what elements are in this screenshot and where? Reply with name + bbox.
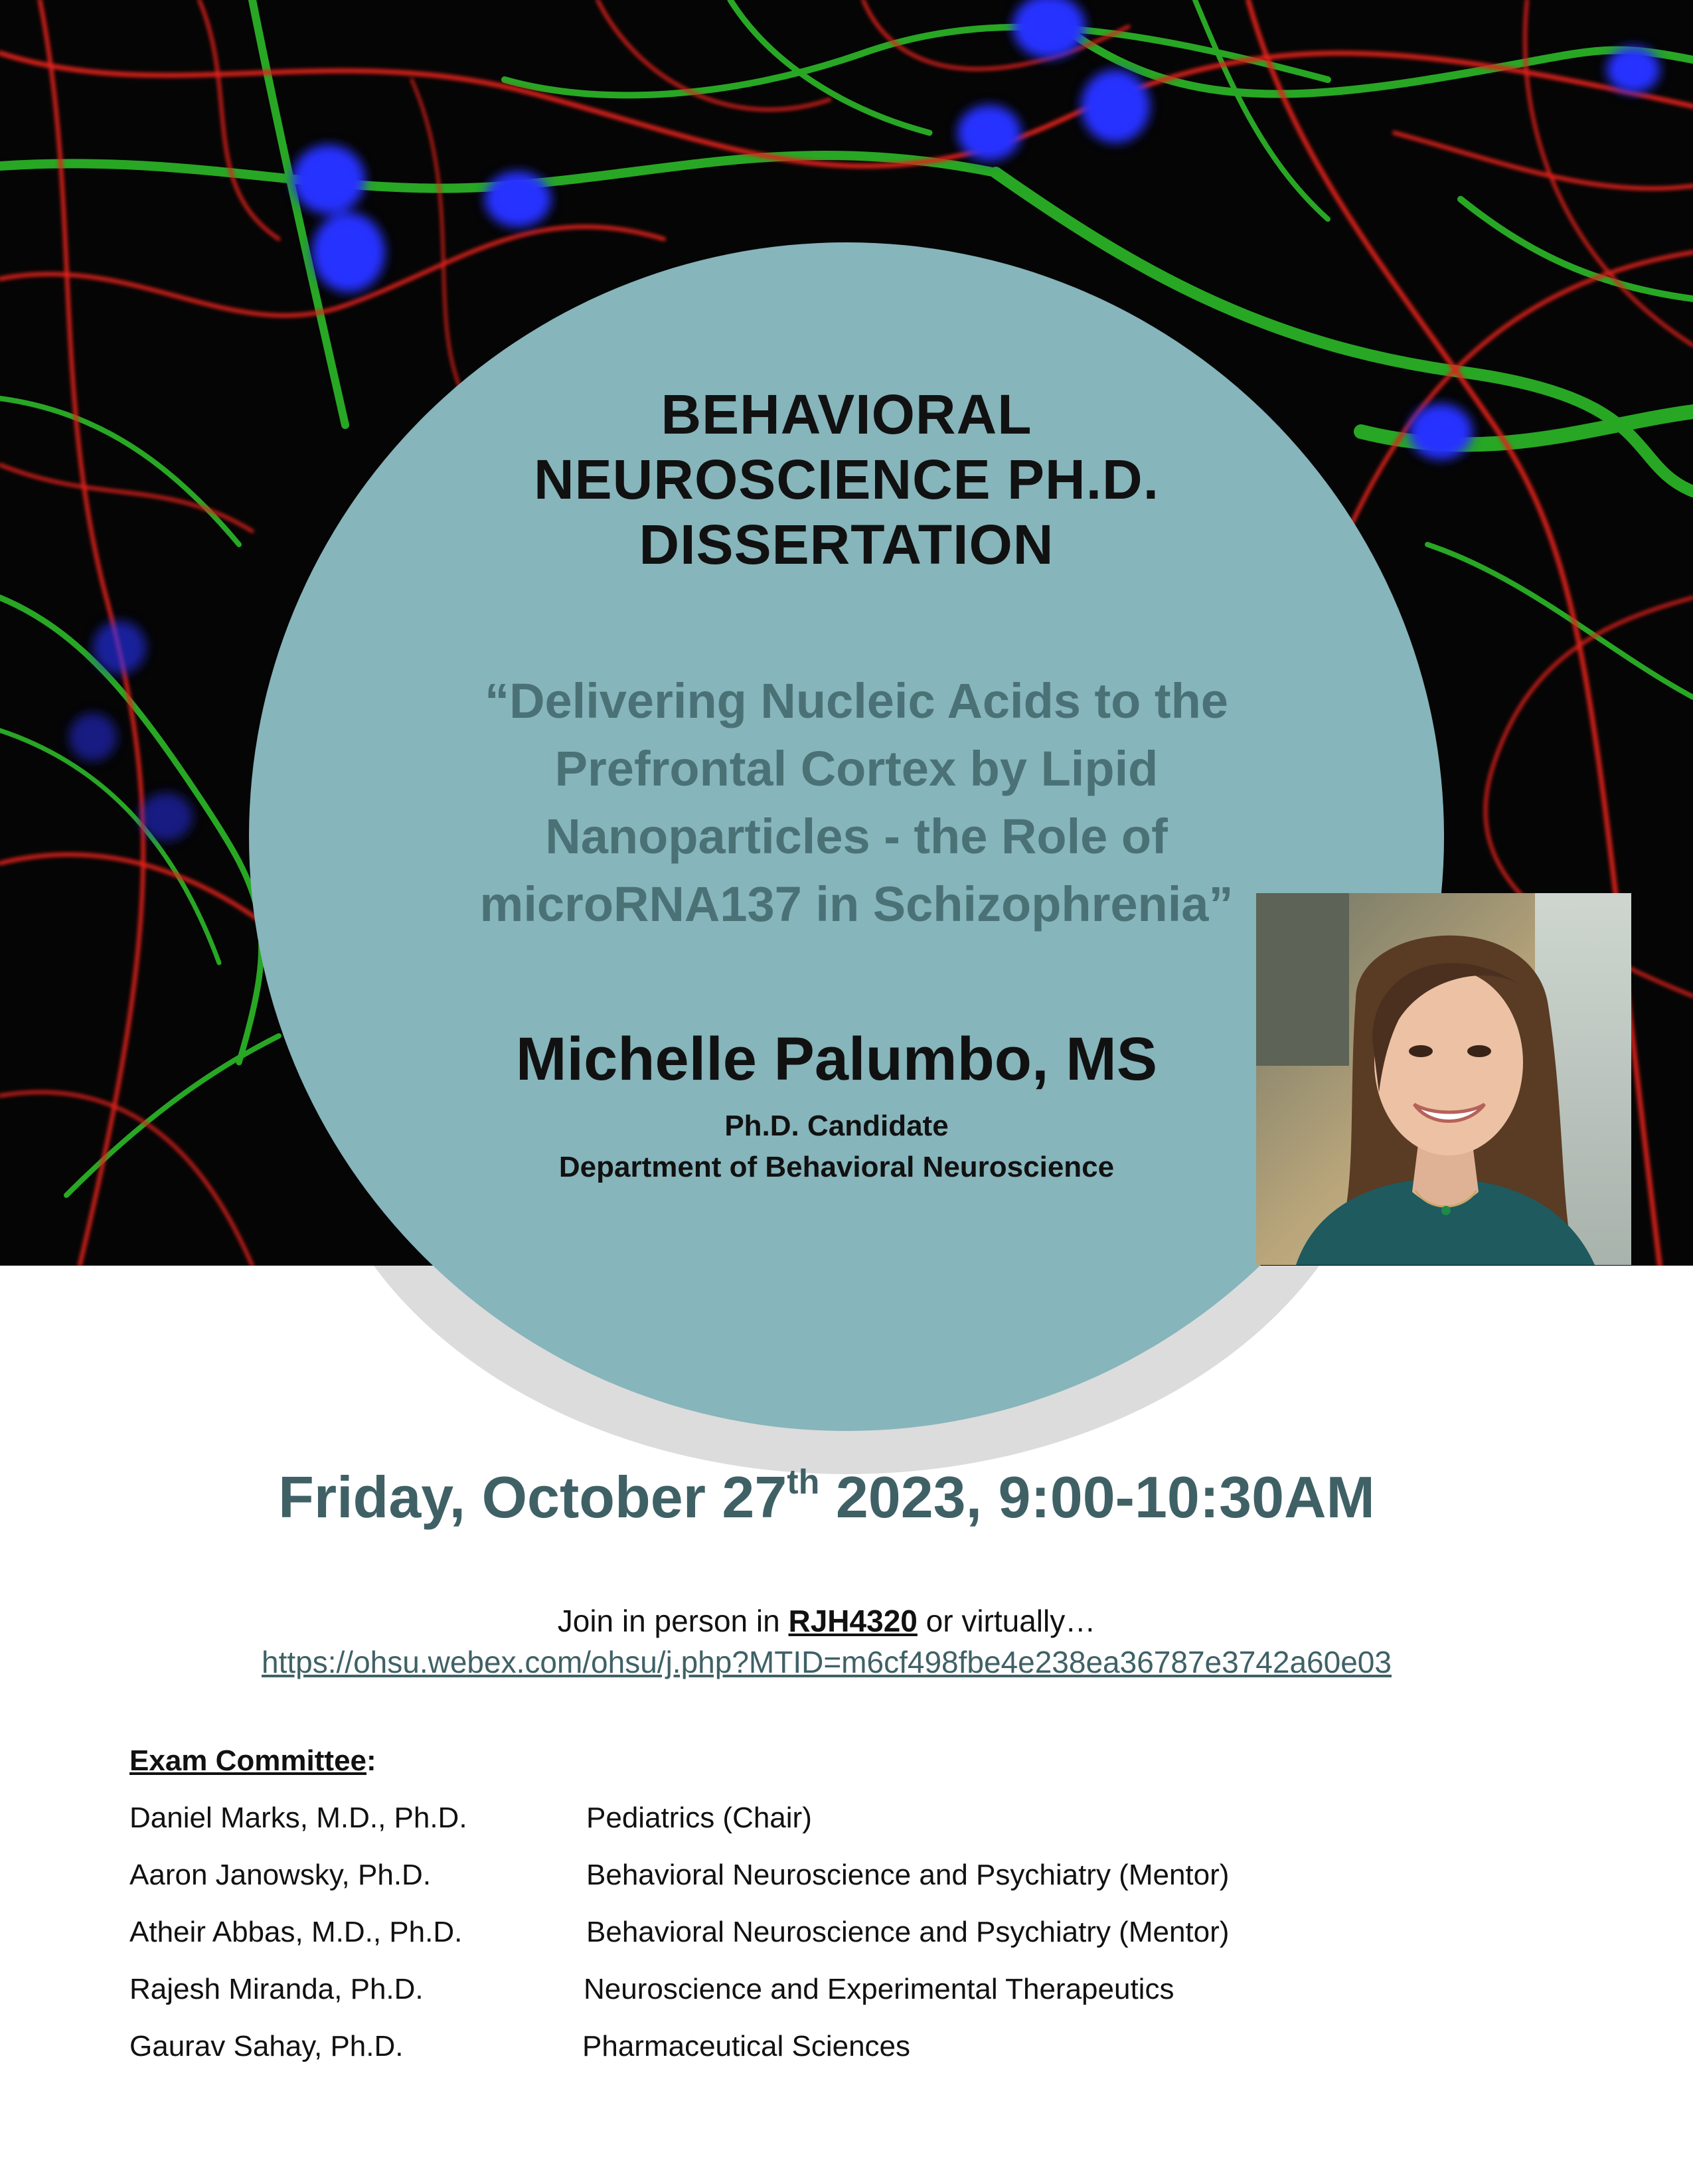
committee-heading-text: Exam Committee <box>129 1744 367 1777</box>
talk-title-line: Nanoparticles - the Role of <box>545 809 1168 864</box>
committee-member <box>129 1797 1590 1839</box>
member-name: Aaron Janowsky, Ph.D. <box>129 1859 432 1891</box>
speaker-name: Michelle Palumbo, MS <box>515 1025 1158 1093</box>
title-line: NEUROSCIENCE PH.D. <box>533 448 1160 511</box>
talk-title-line: microRNA137 in Schizophrenia” <box>479 877 1234 932</box>
talk-title-line: Prefrontal Cortex by Lipid <box>554 741 1159 796</box>
speaker-details <box>438 1106 1235 1188</box>
join-info <box>0 1600 1653 1641</box>
member-dept: Behavioral Neuroscience and Psychiatry (Mentor) <box>586 1916 1230 1948</box>
committee-heading-colon: : <box>366 1744 376 1777</box>
date-text: Friday, October 27 <box>278 1464 787 1530</box>
committee-member <box>129 1854 1590 1896</box>
member-name: Daniel Marks, M.D., Ph.D. <box>129 1802 467 1834</box>
join-prefix: Join in person in <box>557 1604 789 1638</box>
member-name: Gaurav Sahay, Ph.D. <box>129 2030 404 2062</box>
title-line: BEHAVIORAL <box>661 383 1032 446</box>
title-line: DISSERTATION <box>639 513 1054 576</box>
webex-link[interactable]: https://ohsu.webex.com/ohsu/j.php?MTID=m6cf498fbe4e238ea36787e3742a60e03 <box>262 1645 1392 1679</box>
room-number: RJH4320 <box>788 1604 918 1638</box>
talk-title-line: “Delivering Nucleic Acids to the <box>485 673 1228 728</box>
member-dept: Behavioral Neuroscience and Psychiatry (Mentor) <box>586 1859 1230 1891</box>
event-date <box>0 1461 1653 1534</box>
member-name: Rajesh Miranda, Ph.D. <box>129 1973 424 2005</box>
date-time: 2023, 9:00-10:30AM <box>819 1464 1375 1530</box>
talk-title <box>425 667 1288 938</box>
speaker-photo <box>1256 893 1631 1265</box>
join-suffix: or virtually… <box>917 1604 1096 1638</box>
speaker-department: Department of Behavioral Neuroscience <box>558 1151 1115 1183</box>
member-dept: Neuroscience and Experimental Therapeutics <box>584 1973 1174 2005</box>
committee-heading <box>129 1741 376 1781</box>
member-dept: Pharmaceutical Sciences <box>582 2030 911 2062</box>
member-dept: Pediatrics (Chair) <box>586 1802 812 1834</box>
member-name: Atheir Abbas, M.D., Ph.D. <box>129 1916 463 1948</box>
speaker-role: Ph.D. Candidate <box>724 1110 949 1142</box>
portrait-illustration <box>1256 893 1631 1265</box>
date-ordinal: th <box>787 1463 820 1501</box>
committee-member <box>129 2025 1590 2068</box>
page-title <box>465 382 1228 577</box>
committee-member <box>129 1968 1590 2011</box>
committee-member <box>129 1911 1590 1954</box>
